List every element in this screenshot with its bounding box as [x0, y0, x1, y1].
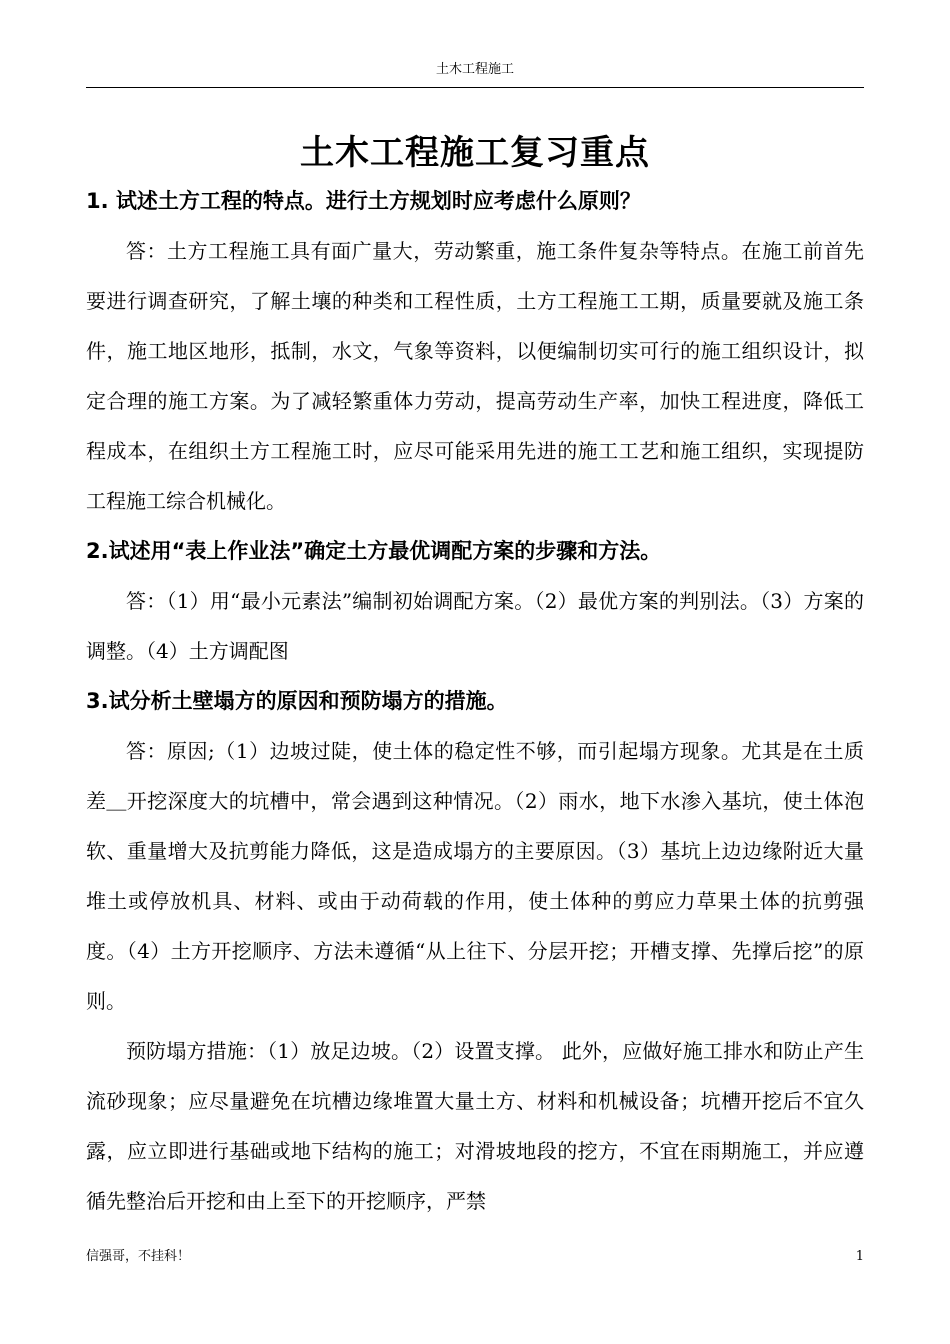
question-2 — [86, 526, 864, 676]
page-number: 1 — [855, 1249, 864, 1264]
footer-note: 信强哥，不挂科！ — [86, 1249, 191, 1264]
answer-paragraph: 预防塌方措施：（1）放足边坡。（2）设置支撑。 此外，应做好施工排水和防止产生流砂现象；应尽量避免在坑槽边缘堆置大量土方、材料和机械设备；坑槽开挖后不宜久露，应立即进行基础或地下结构的施工；对滑坡地段的挖方，不宜在雨期施工，并应遵循先整治后开挖和由上至下的开挖顺序，严禁 — [86, 1039, 864, 1213]
question-heading: 3.试分析土壁塌方的原因和预防塌方的措施。 — [86, 689, 508, 713]
answer-paragraph: 答：（1）用“最小元素法”编制初始调配方案。（2）最优方案的判别法。（3）方案的调整。（4）土方调配图 — [86, 589, 864, 663]
question-heading: 1. 试述土方工程的特点。进行土方规划时应考虑什么原则？ — [86, 189, 641, 213]
document-title: 土木工程施工复习重点 — [300, 133, 650, 173]
answer-paragraph: 答：土方工程施工具有面广量大，劳动繁重，施工条件复杂等特点。在施工前首先要进行调查研究，了解土壤的种类和工程性质，土方工程施工工期，质量要就及施工条件，施工地区地形，抵制，水文，气象等资料，以便编制切实可行的施工组织设计，拟定合理的施工方案。为了减轻繁重体力劳动，提高劳动生产率，加快工程进度，降低工程成本，在组织土方工程施工时，应尽可能采用先进的施工工艺和施工组织，实现提防工程施工综合机械化。 — [86, 239, 864, 513]
header-text: 土木工程施工 — [435, 62, 514, 77]
question-1 — [86, 176, 864, 526]
answer-paragraph: 答：原因;（1）边坡过陡，使土体的稳定性不够，而引起塌方现象。尤其是在土质差＿开挖深度大的坑槽中，常会遇到这种情况。（2）雨水，地下水渗入基坑，使土体泡软、重量增大及抗剪能力降低，这是造成塌方的主要原因。（3）基坑上边边缘附近大量堆土或停放机具、材料、或由于动荷载的作用，使土体种的剪应力草果土体的抗剪强度。（4）土方开挖顺序、方法未遵循“从上往下、分层开挖；开槽支撑、先撑后挖”的原则。 — [86, 739, 864, 1013]
question-3 — [86, 676, 864, 1226]
question-heading: 2.试述用“表上作业法”确定土方最优调配方案的步骤和方法。 — [86, 539, 662, 563]
document-body — [86, 176, 864, 1226]
page-header — [86, 60, 864, 88]
